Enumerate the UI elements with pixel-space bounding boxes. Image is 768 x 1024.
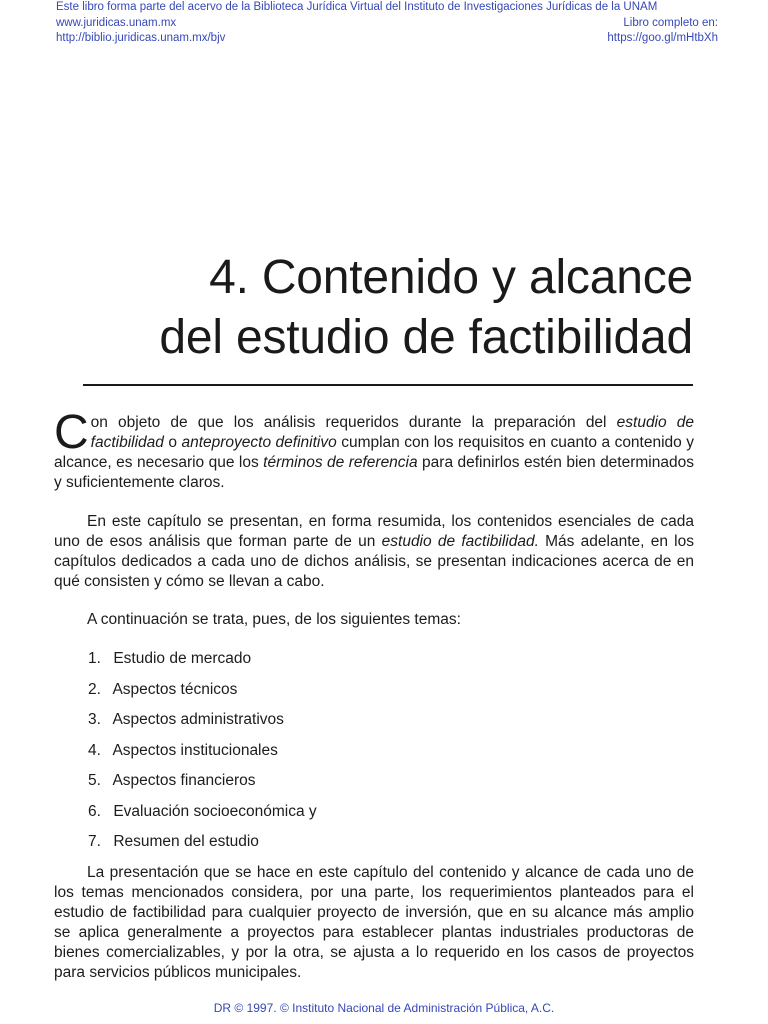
library-header bbox=[56, 0, 718, 47]
header-notice: Este libro forma parte del acervo de la Biblioteca Jurídica Virtual del Instituto de Investigaciones Jurídicas de la UNAM bbox=[56, 1, 658, 13]
header-row-1 bbox=[56, 0, 718, 16]
chapter-title-line-1: 4. Contenido y alcance bbox=[209, 251, 693, 304]
libro-completo-label: Libro completo en: bbox=[623, 16, 718, 29]
book-link[interactable]: https://goo.gl/mHtbXh bbox=[607, 32, 718, 44]
copyright-footer: DR © 1997. © Instituto Nacional de Administración Pública, A.C. bbox=[213, 1001, 555, 1015]
header-row-3 bbox=[56, 31, 718, 47]
list-item-number: 4. bbox=[88, 741, 101, 759]
topics-list bbox=[88, 649, 694, 863]
list-item-number: 3. bbox=[88, 711, 101, 728]
summary-text-1: En este capítulo se presentan, en forma resumida, los contenidos esenciales de cada uno de esos análisis que forman parte de un bbox=[54, 513, 694, 550]
list-item-number: 6. bbox=[88, 802, 101, 820]
chapter-title bbox=[159, 248, 693, 368]
list-item-label: Aspectos administrativos bbox=[112, 711, 284, 728]
intro-text-1: on objeto de que los análisis requeridos durante la preparación del bbox=[90, 414, 617, 431]
list-item bbox=[88, 710, 694, 741]
closing-paragraph: La presentación que se hace en este capítulo del contenido y alcance de cada uno de los temas mencionados considera, por una parte, los requerimientos planteados para el estudio de factibilidad para cualquier proyecto de inversión, que en su alcance más amplio se aplica generalmente a proyectos para establecer plantas industriales productoras de bienes comercializables, y por la otra, se ajusta a lo requerido en los casos de proyectos para servicios públicos municipales. bbox=[54, 863, 694, 981]
topics-intro: A continuación se trata, pues, de los siguientes temas: bbox=[87, 611, 461, 628]
list-item-number: 2. bbox=[88, 680, 101, 698]
summary-paragraph bbox=[54, 512, 694, 592]
list-item bbox=[88, 771, 694, 802]
intro-emphasis-1: estudio de factibilidad bbox=[90, 414, 694, 451]
chapter-body bbox=[54, 406, 694, 983]
list-item-number: 7. bbox=[88, 833, 101, 850]
list-item-label: Aspectos financieros bbox=[112, 772, 256, 789]
drop-cap: C bbox=[54, 406, 89, 459]
header-row-2 bbox=[56, 16, 718, 32]
list-item-label: Resumen del estudio bbox=[113, 833, 259, 850]
list-item bbox=[88, 832, 694, 863]
summary-text-2: Más adelante, en los capítulos dedicados a cada uno de dichos análisis, se presentan indicaciones acerca de en qué consisten y cómo se llevan a cabo. bbox=[54, 533, 694, 590]
list-item-number: 1. bbox=[88, 650, 101, 667]
title-divider bbox=[83, 384, 693, 386]
intro-text-4: para definirlos estén bien determinados y suficientemente claros. bbox=[54, 454, 694, 491]
list-item-number: 5. bbox=[88, 772, 101, 789]
list-item bbox=[88, 802, 694, 833]
summary-emphasis: estudio de factibilidad. bbox=[381, 533, 539, 550]
chapter-title-line-2: del estudio de factibilidad bbox=[159, 311, 693, 364]
list-item bbox=[88, 741, 694, 772]
bjv-link[interactable]: http://biblio.juridicas.unam.mx/bjv bbox=[56, 32, 226, 44]
list-item-label: Estudio de mercado bbox=[113, 650, 252, 667]
intro-emphasis-3: términos de referencia bbox=[263, 454, 418, 471]
intro-text-3: cumplan con los requisitos en cuanto a contenido y alcance, es necesario que los bbox=[54, 434, 694, 471]
list-item bbox=[88, 649, 694, 680]
list-item-label: Evaluación socioeconómica y bbox=[113, 802, 317, 820]
site-link[interactable]: www.juridicas.unam.mx bbox=[56, 16, 177, 29]
intro-paragraph bbox=[54, 406, 694, 493]
list-item-label: Aspectos institucionales bbox=[112, 741, 278, 759]
list-item-label: Aspectos técnicos bbox=[112, 680, 238, 698]
intro-emphasis-2: anteproyecto definitivo bbox=[181, 434, 337, 451]
list-item bbox=[88, 680, 694, 711]
intro-text-2: o bbox=[163, 434, 182, 451]
